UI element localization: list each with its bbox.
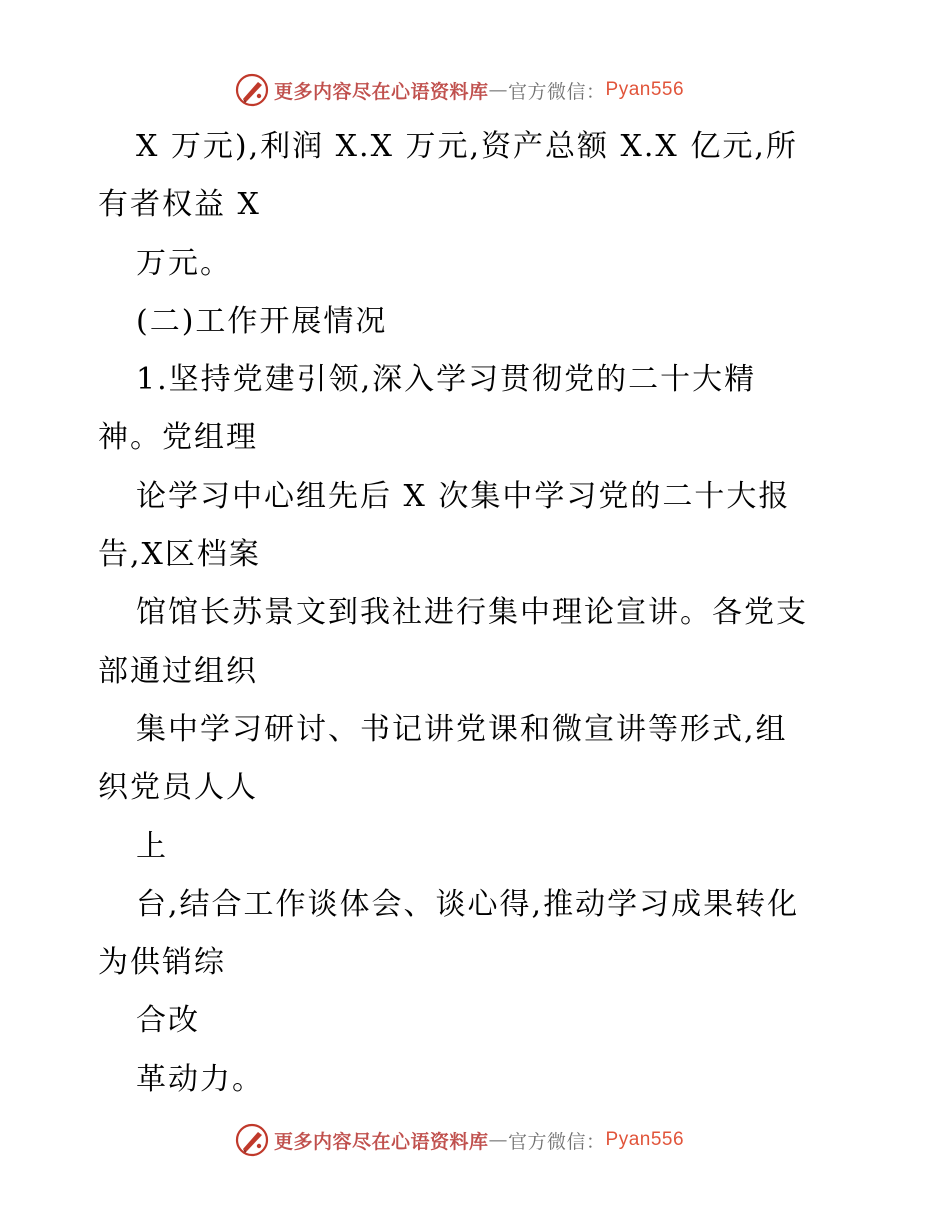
text-line: 告,X区档案 — [98, 537, 261, 573]
text-line: 集中学习研讨、书记讲党课和微宣讲等形式,组 — [136, 711, 788, 747]
text-line: 论学习中心组先后 X 次集中学习党的二十大报 — [136, 478, 791, 514]
text-line: 1.坚持党建引领,深入学习贯彻党的二十大精 — [136, 362, 757, 398]
watermark-main-text: 更多内容尽在心语资料库 — [274, 80, 489, 103]
watermark-wechat-id: Pyan556 — [605, 79, 685, 100]
watermark-dash: — — [488, 79, 509, 101]
text-line: (二)工作开展情况 — [136, 303, 388, 339]
header-watermark — [234, 72, 684, 108]
footer-watermark — [234, 1122, 684, 1158]
pen-logo-icon — [234, 72, 270, 108]
text-line: 万元。 — [136, 245, 232, 281]
watermark-official-label: 官方微信： — [508, 80, 606, 103]
pen-logo-icon — [234, 1122, 270, 1158]
text-line: 部通过组织 — [98, 653, 258, 689]
text-line: 合改 — [136, 1003, 200, 1039]
watermark-wechat-id: Pyan556 — [605, 1129, 685, 1150]
document-body — [98, 118, 858, 1109]
text-line: X 万元),利润 X.X 万元,资产总额 X.X 亿元,所 — [136, 129, 798, 164]
text-line: 馆馆长苏景文到我社进行集中理论宣讲。各党支 — [136, 595, 808, 631]
watermark-dash: — — [488, 1129, 509, 1151]
watermark-official-label: 官方微信： — [508, 1130, 606, 1153]
text-line: 革动力。 — [136, 1061, 264, 1097]
text-line: 有者权益 X — [98, 187, 261, 223]
text-line: 神。党组理 — [98, 420, 258, 456]
text-line: 台,结合工作谈体会、谈心得,推动学习成果转化 — [136, 886, 800, 922]
watermark-main-text: 更多内容尽在心语资料库 — [274, 1130, 489, 1153]
text-line: 为供销综 — [98, 945, 226, 981]
text-line: 上 — [136, 828, 168, 864]
text-line: 织党员人人 — [98, 770, 258, 806]
